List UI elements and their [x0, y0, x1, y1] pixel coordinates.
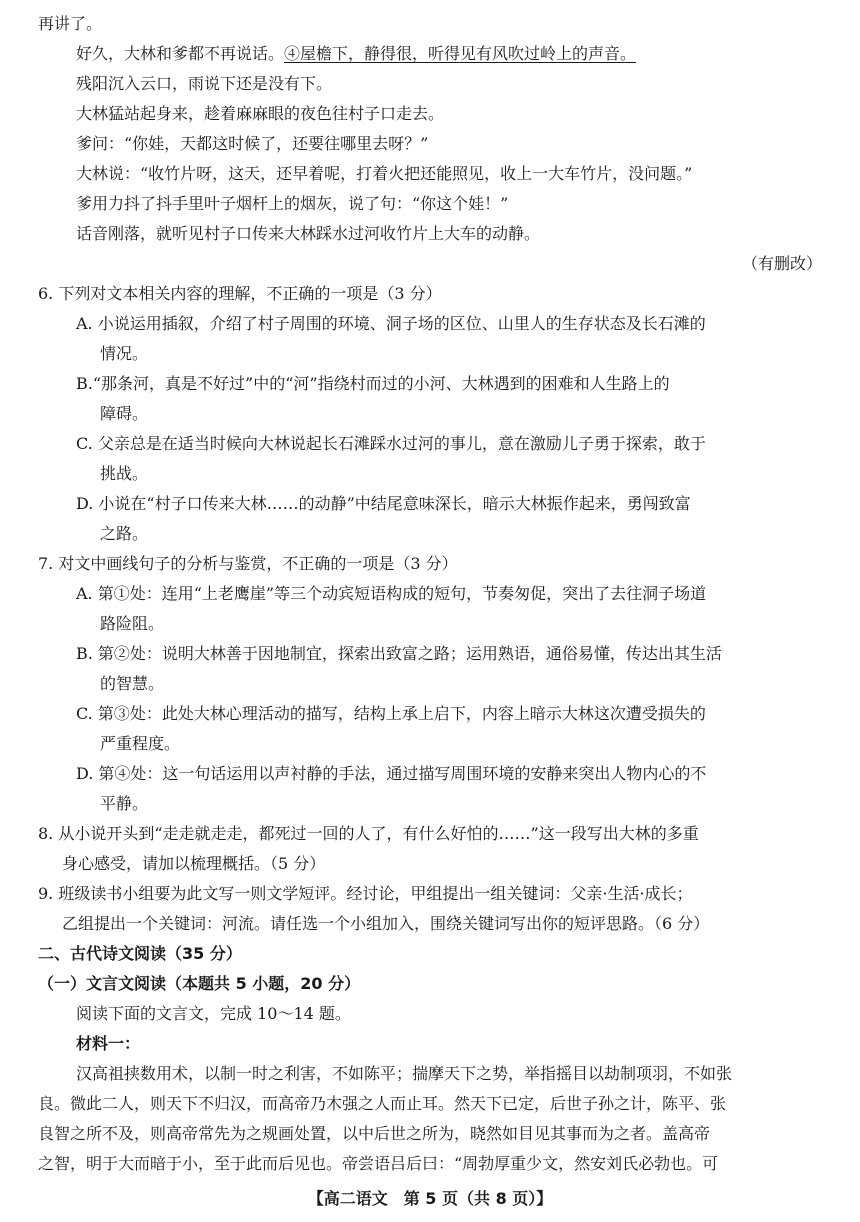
underlined-sentence-4: ④屋檐下，静得很，听得见有风吹过岭上的声音。 [284, 44, 637, 63]
passage-line: 大林说：“收竹片呀，这天，还早着呢，打着火把还能照见，收上一大车竹片，没问题。” [76, 164, 693, 183]
passage-line: 大林猛站起身来，趁着麻麻眼的夜色往村子口走去。 [76, 104, 445, 123]
q7-option-b-cont: 的智慧。 [100, 674, 165, 693]
passage-line [76, 44, 636, 64]
q7-option-b: B. 第②处：说明大林善于因地制宜，探索出致富之路；运用熟语，通俗易懂，传达出其生活 [76, 644, 722, 663]
section-heading: 二、古代诗文阅读（35 分） [38, 944, 242, 963]
passage-line: 话音刚落，就听见村子口传来大林踩水过河收竹片上大车的动静。 [76, 224, 541, 243]
passage-line: 爹用力抖了抖手里叶子烟杆上的烟灰，说了句：“你这个娃！” [76, 194, 509, 213]
question-9-stem: 9. 班级读书小组要为此文写一则文学短评。经讨论，甲组提出一组关键词：父亲·生活·成长； [38, 884, 693, 903]
subsection-heading: （一）文言文阅读（本题共 5 小题，20 分） [38, 974, 361, 993]
q7-option-a-cont: 路险阻。 [100, 614, 165, 633]
question-8-cont: 身心感受，请加以梳理概括。（5 分） [62, 854, 326, 873]
q7-option-d-cont: 平静。 [100, 794, 149, 813]
q6-option-d: D. 小说在“村子口传来大林……的动静”中结尾意味深长，暗示大林振作起来，勇闯致富 [76, 494, 691, 513]
q6-option-b-cont: 障碍。 [100, 404, 149, 423]
question-6-stem: 6. 下列对文本相关内容的理解，不正确的一项是（3 分） [38, 284, 442, 303]
q6-option-a: A. 小说运用插叙，介绍了村子周围的环境、洞子场的区位、山里人的生存状态及长石滩的 [76, 314, 706, 333]
q6-option-c: C. 父亲总是在适当时候向大林说起长石滩踩水过河的事儿，意在激励儿子勇于探索，敢于 [76, 434, 706, 453]
page-footer: 【高二语文 第 5 页（共 8 页）】 [307, 1189, 553, 1208]
classical-text-line: 良。微此二人，则天下不归汉，而高帝乃木强之人而止耳。然天下已定，后世子孙之计，陈平、张 [38, 1094, 727, 1113]
q7-option-d: D. 第④处：这一句话运用以声衬静的手法，通过描写周围环境的安静来突出人物内心的不 [76, 764, 707, 783]
material-label: 材料一： [76, 1034, 141, 1053]
passage-text: 好久，大林和爹都不再说话。 [76, 44, 285, 63]
classical-text-line: 汉高祖挟数用术，以制一时之利害，不如陈平；揣摩天下之势，举指摇目以劫制项羽，不如张 [76, 1064, 733, 1083]
q7-option-a: A. 第①处：连用“上老鹰崖”等三个动宾短语构成的短句，节奏匆促，突出了去往洞子场道 [76, 584, 707, 603]
instruction-text: 阅读下面的文言文，完成 10～14 题。 [76, 1004, 351, 1023]
classical-text-line: 之智，明于大而暗于小，至于此而后见也。帝尝语吕后曰：“周勃厚重少文，然安刘氏必勃也。可 [38, 1154, 719, 1173]
q6-option-b: B.“那条河，真是不好过”中的“河”指绕村而过的小河、大林遇到的困难和人生路上的 [76, 374, 670, 393]
source-note: （有删改） [741, 254, 822, 273]
q7-option-c-cont: 严重程度。 [100, 734, 181, 753]
passage-line: 爹问：“你娃，天都这时候了，还要往哪里去呀？” [76, 134, 429, 153]
q7-option-c: C. 第③处：此处大林心理活动的描写，结构上承上启下，内容上暗示大林这次遭受损失的 [76, 704, 706, 723]
q6-option-c-cont: 挑战。 [100, 464, 149, 483]
question-7-stem: 7. 对文中画线句子的分析与鉴赏，不正确的一项是（3 分） [38, 554, 458, 573]
passage-line: 残阳沉入云口，雨说下还是没有下。 [76, 74, 333, 93]
q6-option-d-cont: 之路。 [100, 524, 149, 543]
q6-option-a-cont: 情况。 [100, 344, 149, 363]
question-9-cont: 乙组提出一个关键词：河流。请任选一个小组加入，围绕关键词写出你的短评思路。（6 分） [62, 914, 710, 933]
passage-line: 再讲了。 [38, 14, 103, 33]
classical-text-line: 良智之所不及，则高帝常先为之规画处置，以中后世之所为，晓然如目见其事而为之者。盖高帝 [38, 1124, 711, 1143]
question-8-stem: 8. 从小说开头到“走走就走走，都死过一回的人了，有什么好怕的……”这一段写出大林的多重 [38, 824, 699, 843]
